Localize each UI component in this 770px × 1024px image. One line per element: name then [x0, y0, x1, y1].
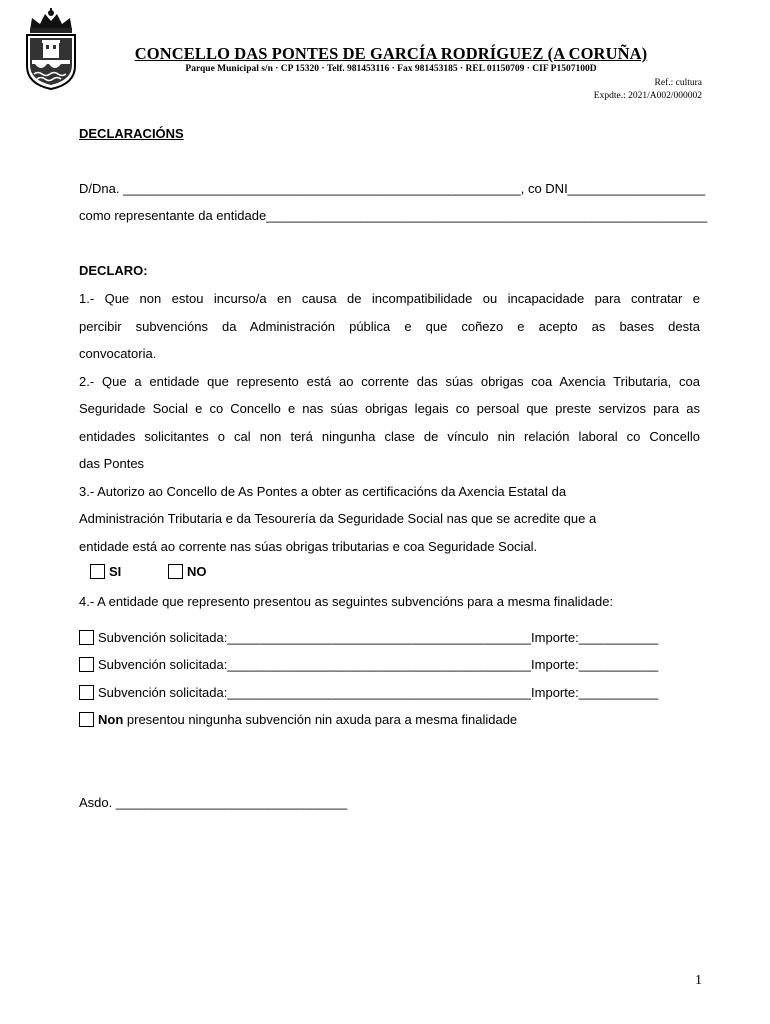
reference-block [594, 77, 702, 103]
name-dni-line[interactable]: D/Dna. _______________________________________________________, co DNI___________________ [79, 181, 706, 196]
paragraph-3-line: 3.- Autorizo ao Concello de As Pontes a obter as certificacións da Axencia Estatal da [79, 484, 567, 499]
paragraph-3-line: Administración Tributaria e da Tesourería da Seguridade Social nas que se acredite que a [79, 511, 597, 526]
subvention-checkbox[interactable] [79, 657, 94, 672]
paragraph-3-line: entidade está ao corrente nas súas obrigas tributarias e coa Seguridade Social. [79, 539, 538, 554]
page-number: 1 [695, 973, 702, 988]
reference-text: Ref.: cultura [654, 78, 702, 88]
paragraph-2-line: das Pontes [79, 456, 145, 471]
option-no[interactable] [168, 564, 207, 579]
subvention-checkbox[interactable] [79, 630, 94, 645]
paragraph-2-line: entidades solicitantes o cal non terá ningunha clase de vínculo nin relación laboral co Concello [79, 429, 700, 444]
subvention-text: Subvención solicitada:__________________________________________Importe:___________ [98, 657, 659, 672]
paragraph-1-line: percibir subvencións da Administración pública e que coñezo e acepto as bases desta [79, 319, 700, 334]
si-checkbox[interactable] [90, 564, 105, 579]
paragraph-2-line: 2.- Que a entidade que represento está ao corrente das súas obrigas coa Axencia Tributaria, coa [79, 374, 700, 389]
subvention-checkbox[interactable] [79, 685, 94, 700]
no-label: NO [187, 564, 207, 579]
subvention-row[interactable] [79, 630, 658, 645]
no-subvention-text: presentou ningunha subvención nin axuda para a mesma finalidade [123, 712, 518, 727]
signature-line[interactable]: Asdo. ________________________________ [79, 795, 348, 810]
municipality-title: CONCELLO DAS PONTES DE GARCÍA RODRÍGUEZ (A CORUÑA) [134, 44, 648, 63]
subvention-text: Subvención solicitada:__________________________________________Importe:___________ [98, 685, 659, 700]
municipal-coat-of-arms-icon [22, 8, 80, 90]
non-bold-text: Non [98, 712, 124, 727]
no-checkbox[interactable] [168, 564, 183, 579]
no-subvention-checkbox[interactable] [79, 712, 94, 727]
option-si[interactable] [90, 564, 121, 579]
si-label: SI [109, 564, 122, 579]
subvention-row[interactable] [79, 685, 658, 700]
paragraph-2-line: Seguridade Social e co Concello e nas súas obrigas legais co persoal que preste servizos para as [79, 401, 700, 416]
municipality-address: Parque Municipal s/n · CP 15320 · Telf. 981453116 · Fax 981453185 · REL 01150709 · CIF P1507100D [185, 64, 597, 74]
paragraph-4: 4.- A entidade que represento presentou as seguintes subvencións para a mesma finalidade: [79, 594, 614, 609]
declaro-heading: DECLARO: [79, 263, 148, 278]
entity-line[interactable]: como representante da entidade_____________________________________________________________ [79, 208, 708, 223]
subvention-row[interactable] [79, 657, 658, 672]
paragraph-1-line: convocatoria. [79, 346, 157, 361]
subvention-text: Subvención solicitada:__________________________________________Importe:___________ [98, 630, 659, 645]
document-title: DECLARACIÓNS [79, 126, 184, 141]
no-subvention-row[interactable] [79, 712, 517, 727]
paragraph-1-line: 1.- Que non estou incurso/a en causa de incompatibilidade ou incapacidade para contratar e [79, 291, 700, 306]
file-number-text: Expdte.: 2021/A002/000002 [593, 91, 702, 101]
